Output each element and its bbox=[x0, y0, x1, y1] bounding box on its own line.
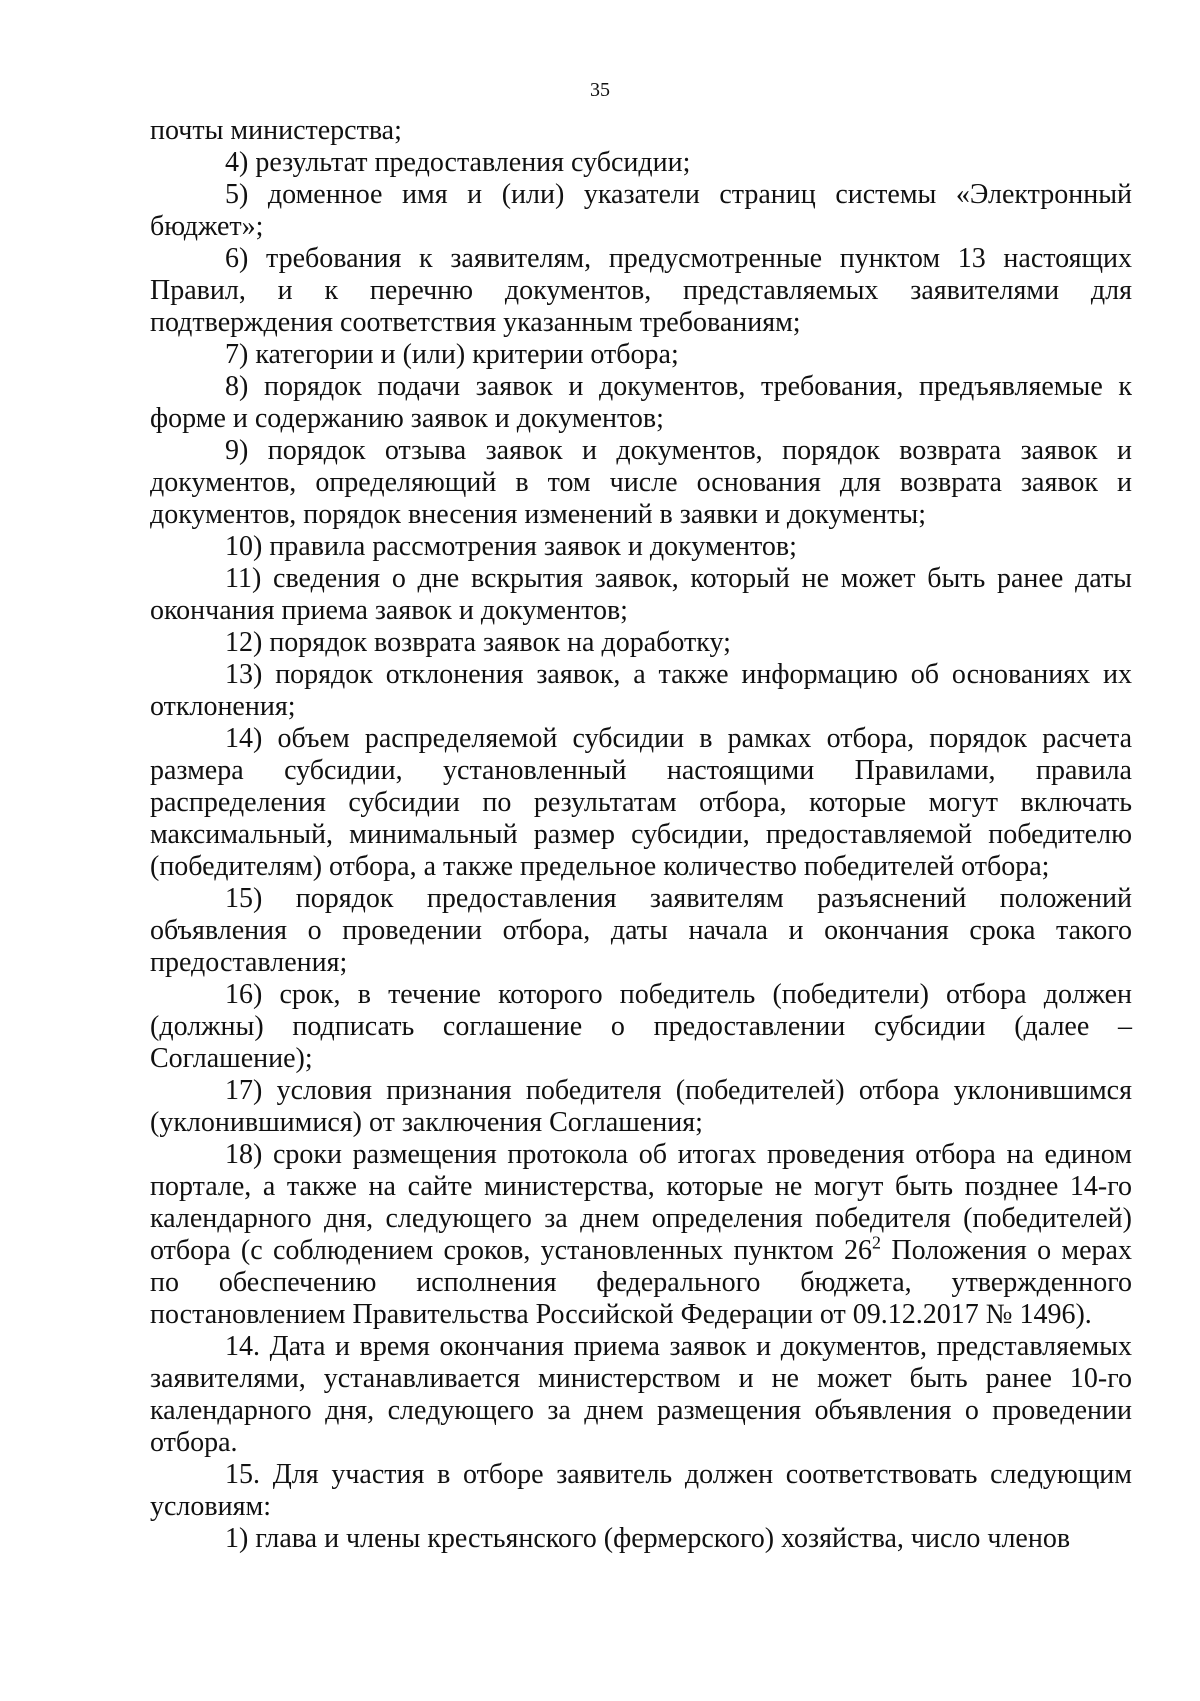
list-item-17: 17) условия признания победителя (победителей) отбора уклонившимся (уклонившимися) от заключения Соглашения; bbox=[150, 1075, 1132, 1138]
superscript-note: 2 bbox=[872, 1232, 882, 1253]
list-item-11: 11) сведения о дне вскрытия заявок, который не может быть ранее даты окончания приема заявок и документов; bbox=[150, 563, 1132, 626]
list-item-8: 8) порядок подачи заявок и документов, требования, предъявляемые к форме и содержанию заявок и документов; bbox=[150, 371, 1132, 434]
page-number: 35 bbox=[590, 79, 610, 101]
list-item-7: 7) категории и (или) критерии отбора; bbox=[225, 339, 679, 370]
list-item-18 bbox=[150, 1139, 1132, 1331]
list-item-5: 5) доменное имя и (или) указатели страниц системы «Электронный бюджет»; bbox=[150, 179, 1132, 242]
list-item-16: 16) срок, в течение которого победитель (победители) отбора должен (должны) подписать соглашение о предоставлении субсидии (далее – Соглашение); bbox=[150, 979, 1132, 1074]
clause-15-item-1: 1) глава и члены крестьянского (фермерского) хозяйства, число членов bbox=[225, 1523, 1071, 1554]
list-item-15: 15) порядок предоставления заявителям разъяснений положений объявления о проведении отбора, даты начала и окончания срока такого предоставления; bbox=[150, 883, 1132, 978]
list-item-10: 10) правила рассмотрения заявок и документов; bbox=[225, 531, 797, 562]
list-item-18-text-after: Положения о мерах по обеспечению исполнения федерального бюджета, утвержденного постановлением Правительства Российской Федерации от 09.12.2017 № 1496). bbox=[150, 1235, 1132, 1330]
clause-14: 14. Дата и время окончания приема заявок и документов, представляемых заявителями, устанавливается министерством и не может быть ранее 10-го календарного дня, следующего за днем размещения объявления о проведении отбора. bbox=[150, 1331, 1132, 1458]
list-item-6: 6) требования к заявителям, предусмотренные пунктом 13 настоящих Правил, и к перечню документов, представляемых заявителями для подтверждения соответствия указанным требованиям; bbox=[150, 243, 1132, 338]
list-item-13: 13) порядок отклонения заявок, а также информацию об основаниях их отклонения; bbox=[150, 659, 1132, 722]
list-item-14: 14) объем распределяемой субсидии в рамках отбора, порядок расчета размера субсидии, установленный настоящими Правилами, правила распределения субсидии по результатам отбора, которые могут включать максимальный, минимальный размер субсидии, предоставляемой победителю (победителям) отбора, а также предельное количество победителей отбора; bbox=[150, 723, 1132, 882]
list-item-9: 9) порядок отзыва заявок и документов, порядок возврата заявок и документов, определяющий в том числе основания для возврата заявок и документов, порядок внесения изменений в заявки и документы; bbox=[150, 435, 1132, 530]
list-item-4: 4) результат предоставления субсидии; bbox=[225, 147, 691, 178]
clause-15: 15. Для участия в отборе заявитель должен соответствовать следующим условиям: bbox=[150, 1459, 1132, 1522]
list-item-18-text-before: 18) сроки размещения протокола об итогах проведения отбора на едином портале, а также на сайте министерства, которые не могут быть позднее 14-го календарного дня, следующего за днем определения победителя (победителей) отбора (с соблюдением сроков, установленных пунктом 26 bbox=[150, 1139, 1132, 1266]
paragraph-continuation: почты министерства; bbox=[150, 115, 402, 146]
document-body bbox=[150, 115, 1132, 1555]
list-item-12: 12) порядок возврата заявок на доработку; bbox=[225, 627, 731, 658]
